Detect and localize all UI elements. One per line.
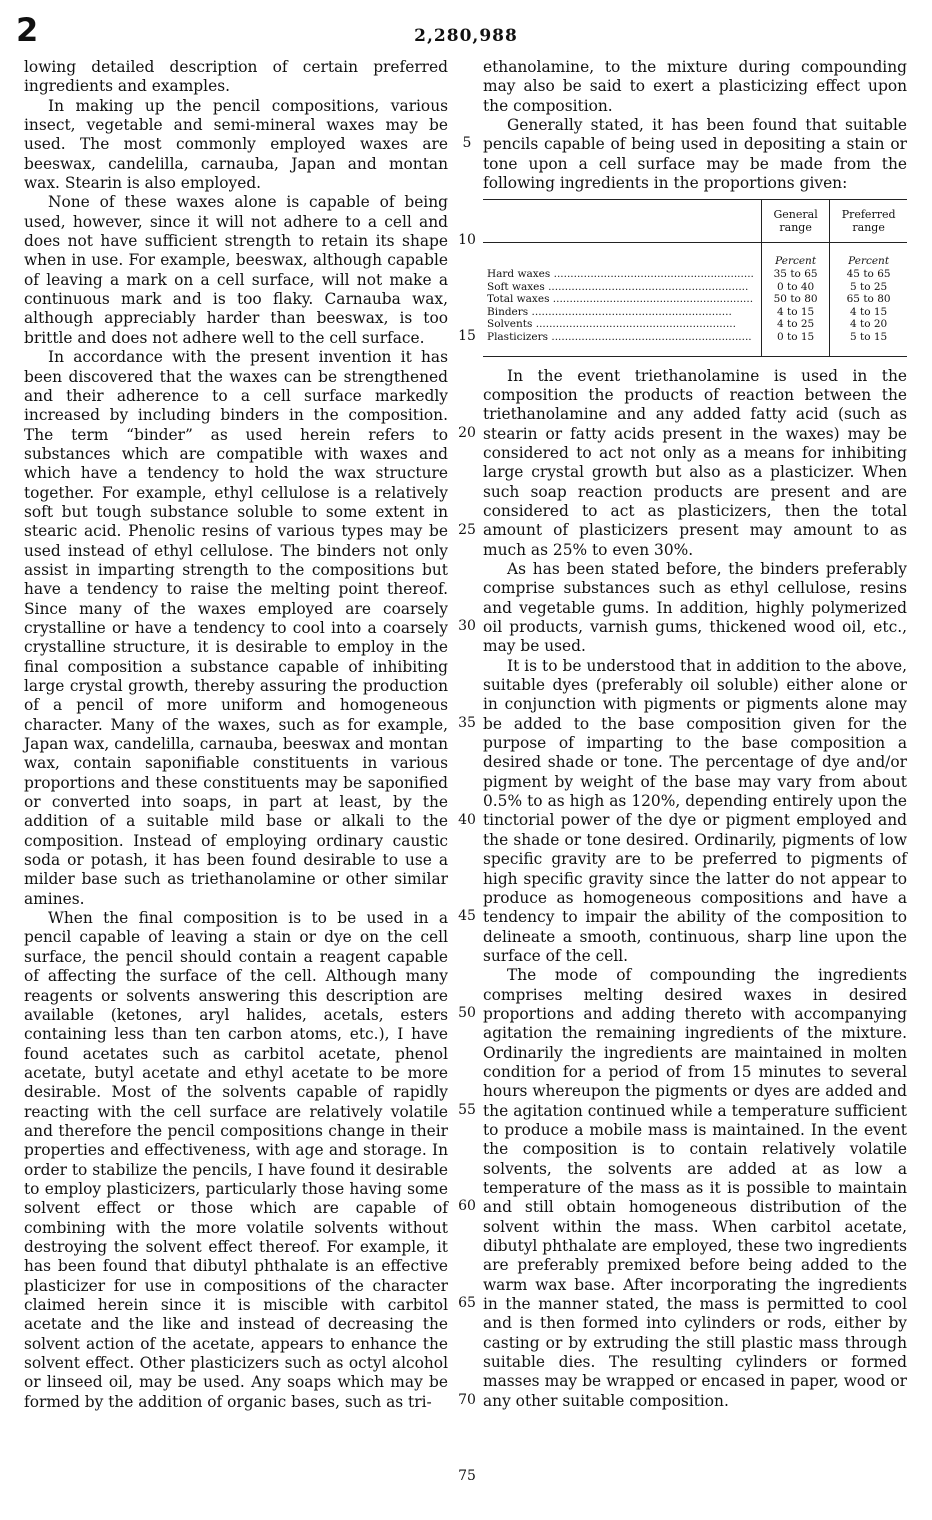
ingredients-table [483,199,907,356]
table-row [483,281,907,294]
line-number: 30 [458,618,476,634]
line-number: 10 [458,232,476,248]
table-cell: 5 to 25 [830,281,907,294]
paragraph: The mode of compounding the ingredients comprises melting desired waxes in desired proportions and adding thereto with accompanying agitation the remaining ingredients of the mixture. Ordinarily the ingredients are maintained in molten condition for a period of from 15 minutes to several hours whereupon the pigments or dyes are added and the agitation continued while a temperature sufficient to produce a mobile mass is maintained. In the event the composition is to contain relatively volatile solvents, the solvents are added at as low a temperature of the mass as it is possible to maintain and still obtain homogeneous distribution of the solvent within the mass. When carbitol acetate, dibutyl phthalate are employed, these two ingredients are preferably premixed before being added to the warm wax base. After incorporating the ingredients in the manner stated, the mass is permitted to cool and is then formed into cylinders or rods, either by casting or by extruding the still plastic mass through suitable dies. The resulting cylinders or formed masses may be wrapped or encased in paper, wood or any other suitable composition. [483,966,907,1410]
table-header-row [483,200,907,243]
table-cell: Binders ............................................................ [487,305,732,318]
line-number: 50 [458,1005,476,1021]
line-number: 55 [458,1102,476,1118]
page-number: 2 [16,11,39,49]
paragraph: In the event triethanolamine is used in the composition the products of reaction between the triethanolamine and any added fatty acid (such as stearin or fatty acids present in the waxes) may be considered to act not only as a means for inhibiting large crystal growth but also as a plasticizer. When such soap reaction products are present and are considered to act as plasticizers, then the total amount of plasticizers present may amount to as much as 25% to even 30%. [483,366,907,559]
paragraph: As has been stated before, the binders preferably comprise substances such as ethyl cellulose, resins and vegetable gums. In addition, highly polymerized oil products, varnish gums, thickened wood oil, etc., may be used. [483,560,907,656]
table-cell: Percent [830,243,907,268]
table-cell: Total waxes ............................................................ [487,293,754,306]
line-number: 65 [458,1295,476,1311]
table-cell: Hard waxes ............................................................ [487,268,754,280]
table-cell: 50 to 80 [762,293,830,306]
table-header-cell [483,200,762,243]
patent-number: 2,280,988 [414,26,518,46]
line-number: 5 [462,135,472,151]
table-cell: 5 to 15 [830,331,907,356]
paragraph: Generally stated, it has been found that suitable pencils capable of being used in depositing a stain or tone upon a cell surface may be made from the following ingredients in the proportions given: [483,116,907,193]
table-cell: 0 to 15 [762,331,830,356]
table-row [483,293,907,306]
line-number: 60 [458,1198,476,1214]
line-number: 20 [458,425,476,441]
table-cell: 4 to 15 [762,306,830,319]
table-header-preferred: Preferred range [830,200,907,243]
table-cell: 4 to 25 [762,318,830,331]
table-row [483,306,907,319]
line-number: 40 [458,812,476,828]
line-number: 25 [458,522,476,538]
line-number: 35 [458,715,476,731]
table-row [483,331,907,356]
paragraph: None of these waxes alone is capable of being used, however, since it will not adhere to a cell and does not have sufficient strength to retain its shape when in use. For example, beeswax, although capable of leaving a mark on a cell surface, will not make a continuous mark and is too flaky. Carnauba wax, although appreciably harder than beeswax, is too brittle and does not adhere well to the cell surface. [24,193,448,347]
table-cell: 0 to 40 [762,281,830,294]
left-column [24,58,448,1412]
table-cell: Plasticizers ............................................................ [483,331,762,356]
line-number: 15 [458,328,476,344]
table-header-general: General range [762,200,830,243]
table-cell: 45 to 65 [830,268,907,281]
table-cell: Solvents ............................................................ [487,318,736,331]
paragraph: It is to be understood that in addition to the above, suitable dyes (preferably oil soluble) either alone or in conjunction with pigments or pigments alone may be added to the base composition given for the purpose of imparting to the base composition a desired shade or tone. The percentage of dye and/or pigment by weight of the base may vary from about 0.5% to as high as 120%, depending entirely upon the tinctorial power of the dye or pigment employed and the shade or tone desired. Ordinarily, pigments of low specific gravity are to be preferred to pigments of high specific gravity since the latter do not appear to produce as homogeneous compositions and have a tendency to impair the ability of the composition to delineate a smooth, continuous, sharp line upon the surface of the cell. [483,656,907,965]
table-cell [483,243,762,268]
table-cell: Percent [762,243,830,268]
table-row [483,318,907,331]
right-column [483,58,907,1411]
table-unit-row [483,243,907,268]
paragraph: lowing detailed description of certain preferred ingredients and examples. [24,58,448,96]
paragraph: In making up the pencil compositions, various insect, vegetable and semi-mineral waxes may be used. The most commonly employed waxes are beeswax, candelilla, carnauba, Japan and montan wax. Stearin is also employed. [24,96,448,193]
line-number: 70 [458,1392,476,1408]
table-cell: Soft waxes ............................................................ [487,280,749,293]
table-cell: 35 to 65 [762,268,830,281]
table-cell: 4 to 20 [830,318,907,331]
paragraph: When the final composition is to be used in a pencil capable of leaving a stain or dye on the cell surface, the pencil should contain a reagent capable of affecting the surface of the cell. Although many reagents or solvents answering this description are available (ketones, aryl halides, acetals, esters containing less than ten carbon atoms, etc.), I have found acetates such as carbitol acetate, phenol acetate, butyl acetate and ethyl acetate to be more desirable. Most of the solvents capable of rapidly reacting with the cell surface are relatively volatile and therefore the pencil compositions change in their properties and effectiveness, with age and storage. In order to stabilize the pencils, I have found it desirable to employ plasticizers, particularly those having some solvent effect or those which are capable of combining with the more volatile solvents without destroying the solvent effect thereof. For example, it has been found that dibutyl phthalate is an effective plasticizer for use in compositions of the character claimed herein since it is miscible with carbitol acetate and the like and instead of decreasing the solvent action of the acetate, appears to enhance the solvent effect. Other plasticizers such as octyl alcohol or linseed oil, may be used. Any soaps which may be formed by the addition of organic bases, such as tri- [24,909,448,1411]
table-cell: 4 to 15 [830,306,907,319]
line-number: 75 [458,1468,476,1484]
table-row [483,268,907,281]
paragraph: In accordance with the present invention it has been discovered that the waxes can be strengthened and their adherence to a cell surface markedly increased by including binders in the composition. The term “binder” as used herein refers to substances which are compatible with waxes and which have a tendency to hold the wax structure together. For example, ethyl cellulose is a relatively soft but tough substance soluble to some extent in stearic acid. Phenolic resins of various types may be used instead of ethyl cellulose. The binders not only assist in imparting strength to the compositions but have a tendency to raise the melting point thereof. Since many of the waxes employed are coarsely crystalline or have a tendency to cool into a coarsely crystalline structure, it is desirable to employ in the final composition a substance capable of inhibiting large crystal growth, thereby assuring the production of a pencil of more uniform and homogeneous character. Many of the waxes, such as for example, Japan wax, candelilla, carnauba, beeswax and montan wax, contain saponifiable constituents in various proportions and these constituents may be saponified or converted into soaps, in part at least, by the addition of a suitable mild base or alkali to the composition. Instead of employing ordinary caustic soda or potash, it has been found desirable to use a milder base such as triethanolamine or other similar amines. [24,348,448,908]
table-cell: 65 to 80 [830,293,907,306]
line-number: 45 [458,908,476,924]
paragraph: ethanolamine, to the mixture during compounding may also be said to exert a plasticizing effect upon the composition. [483,58,907,115]
ingredients-table-wrapper [483,199,907,356]
